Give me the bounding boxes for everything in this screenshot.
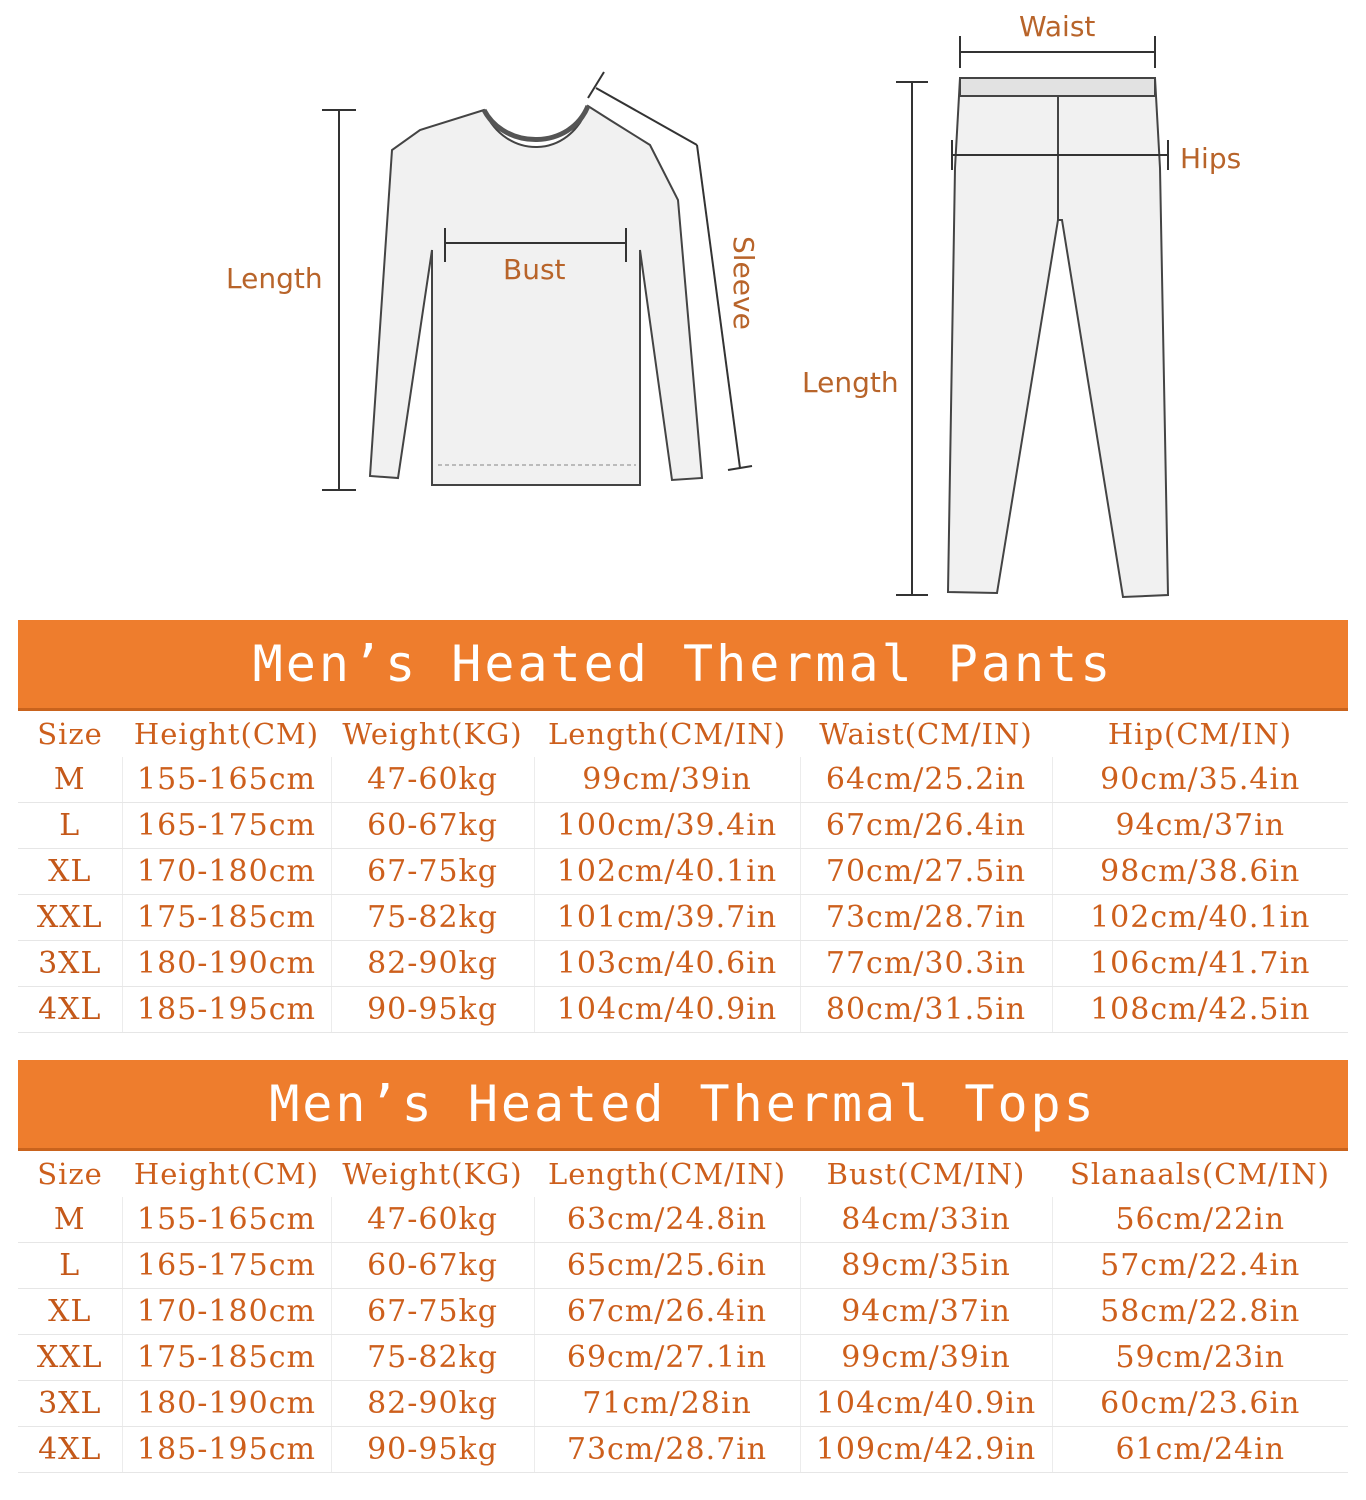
length-cell: 99cm/39in <box>534 757 800 803</box>
size-cell: XL <box>18 849 122 895</box>
shirt-length-label: Length <box>226 262 323 295</box>
height-cell: 175-185cm <box>122 895 331 941</box>
bust-cell: 109cm/42.9in <box>800 1427 1052 1473</box>
table-row <box>18 987 1348 1033</box>
pants-length-label: Length <box>802 366 899 399</box>
weight-cell: 67-75kg <box>331 849 534 895</box>
header-weight: Weight(KG) <box>342 1157 523 1191</box>
header-hip: Hip(CM/IN) <box>1107 717 1293 751</box>
size-cell: 3XL <box>18 941 122 987</box>
height-cell: 155-165cm <box>122 757 331 803</box>
waist-cell: 67cm/26.4in <box>800 803 1052 849</box>
pants-table-title: Men’s Heated Thermal Pants <box>18 620 1348 711</box>
table-row <box>18 1197 1348 1243</box>
height-cell: 170-180cm <box>122 849 331 895</box>
waist-cell: 64cm/25.2in <box>800 757 1052 803</box>
waist-cell: 77cm/30.3in <box>800 941 1052 987</box>
table-row <box>18 941 1348 987</box>
waist-cell: 73cm/28.7in <box>800 895 1052 941</box>
length-cell: 104cm/40.9in <box>534 987 800 1033</box>
header-bust: Bust(CM/IN) <box>826 1157 1026 1191</box>
size-cell: XXL <box>18 895 122 941</box>
height-cell: 185-195cm <box>122 987 331 1033</box>
weight-cell: 82-90kg <box>331 1381 534 1427</box>
table-row <box>18 1243 1348 1289</box>
height-cell: 165-175cm <box>122 1243 331 1289</box>
header-sleeve: Slanaals(CM/IN) <box>1070 1157 1330 1191</box>
size-cell: L <box>18 803 122 849</box>
size-cell: XL <box>18 1289 122 1335</box>
waist-cell: 80cm/31.5in <box>800 987 1052 1033</box>
tops-size-table <box>18 1151 1348 1473</box>
header-height: Height(CM) <box>133 1157 320 1191</box>
pants-size-table <box>18 711 1348 1033</box>
bust-cell: 94cm/37in <box>800 1289 1052 1335</box>
hip-cell: 102cm/40.1in <box>1052 895 1348 941</box>
pants-hips-label: Hips <box>1180 142 1242 175</box>
shirt-sleeve-label: Sleeve <box>727 236 760 330</box>
height-cell: 155-165cm <box>122 1197 331 1243</box>
garment-illustration <box>0 0 1366 610</box>
height-cell: 180-190cm <box>122 1381 331 1427</box>
length-cell: 100cm/39.4in <box>534 803 800 849</box>
weight-cell: 67-75kg <box>331 1289 534 1335</box>
length-cell: 102cm/40.1in <box>534 849 800 895</box>
height-cell: 165-175cm <box>122 803 331 849</box>
bust-cell: 104cm/40.9in <box>800 1381 1052 1427</box>
table-row <box>18 1381 1348 1427</box>
table-row <box>18 757 1348 803</box>
tops-table-title: Men’s Heated Thermal Tops <box>18 1060 1348 1151</box>
size-cell: M <box>18 1197 122 1243</box>
weight-cell: 90-95kg <box>331 987 534 1033</box>
table-row <box>18 1427 1348 1473</box>
height-cell: 180-190cm <box>122 941 331 987</box>
header-waist: Waist(CM/IN) <box>819 717 1033 751</box>
sleeve-cell: 58cm/22.8in <box>1052 1289 1348 1335</box>
weight-cell: 47-60kg <box>331 757 534 803</box>
table-row <box>18 895 1348 941</box>
weight-cell: 75-82kg <box>331 895 534 941</box>
hip-cell: 108cm/42.5in <box>1052 987 1348 1033</box>
height-cell: 185-195cm <box>122 1427 331 1473</box>
bust-cell: 84cm/33in <box>800 1197 1052 1243</box>
height-cell: 170-180cm <box>122 1289 331 1335</box>
hip-cell: 90cm/35.4in <box>1052 757 1348 803</box>
weight-cell: 47-60kg <box>331 1197 534 1243</box>
table-header-row <box>18 1151 1348 1197</box>
shirt-bust-label: Bust <box>503 253 566 286</box>
length-cell: 65cm/25.6in <box>534 1243 800 1289</box>
pants-size-chart <box>18 620 1348 1033</box>
measurement-diagram <box>0 0 1366 610</box>
weight-cell: 75-82kg <box>331 1335 534 1381</box>
waist-cell: 70cm/27.5in <box>800 849 1052 895</box>
weight-cell: 60-67kg <box>331 1243 534 1289</box>
sleeve-cell: 61cm/24in <box>1052 1427 1348 1473</box>
weight-cell: 60-67kg <box>331 803 534 849</box>
weight-cell: 82-90kg <box>331 941 534 987</box>
header-size: Size <box>37 1157 103 1191</box>
length-cell: 101cm/39.7in <box>534 895 800 941</box>
table-header-row <box>18 711 1348 757</box>
hip-cell: 106cm/41.7in <box>1052 941 1348 987</box>
size-cell: 4XL <box>18 1427 122 1473</box>
table-row <box>18 849 1348 895</box>
size-cell: 3XL <box>18 1381 122 1427</box>
bust-cell: 99cm/39in <box>800 1335 1052 1381</box>
bust-cell: 89cm/35in <box>800 1243 1052 1289</box>
sleeve-cell: 59cm/23in <box>1052 1335 1348 1381</box>
table-row <box>18 1335 1348 1381</box>
pants-waist-label: Waist <box>1019 10 1096 43</box>
shirt-illustration <box>370 106 702 485</box>
size-cell: M <box>18 757 122 803</box>
tops-size-chart <box>18 1060 1348 1473</box>
length-cell: 67cm/26.4in <box>534 1289 800 1335</box>
hip-cell: 94cm/37in <box>1052 803 1348 849</box>
size-cell: L <box>18 1243 122 1289</box>
table-row <box>18 1289 1348 1335</box>
size-cell: XXL <box>18 1335 122 1381</box>
hip-cell: 98cm/38.6in <box>1052 849 1348 895</box>
header-length: Length(CM/IN) <box>547 1157 787 1191</box>
length-cell: 103cm/40.6in <box>534 941 800 987</box>
table-row <box>18 803 1348 849</box>
sleeve-cell: 60cm/23.6in <box>1052 1381 1348 1427</box>
sleeve-cell: 56cm/22in <box>1052 1197 1348 1243</box>
length-cell: 63cm/24.8in <box>534 1197 800 1243</box>
length-cell: 69cm/27.1in <box>534 1335 800 1381</box>
header-weight: Weight(KG) <box>342 717 523 751</box>
header-size: Size <box>37 717 103 751</box>
header-length: Length(CM/IN) <box>547 717 787 751</box>
height-cell: 175-185cm <box>122 1335 331 1381</box>
size-cell: 4XL <box>18 987 122 1033</box>
length-cell: 73cm/28.7in <box>534 1427 800 1473</box>
length-cell: 71cm/28in <box>534 1381 800 1427</box>
sleeve-cell: 57cm/22.4in <box>1052 1243 1348 1289</box>
weight-cell: 90-95kg <box>331 1427 534 1473</box>
header-height: Height(CM) <box>133 717 320 751</box>
